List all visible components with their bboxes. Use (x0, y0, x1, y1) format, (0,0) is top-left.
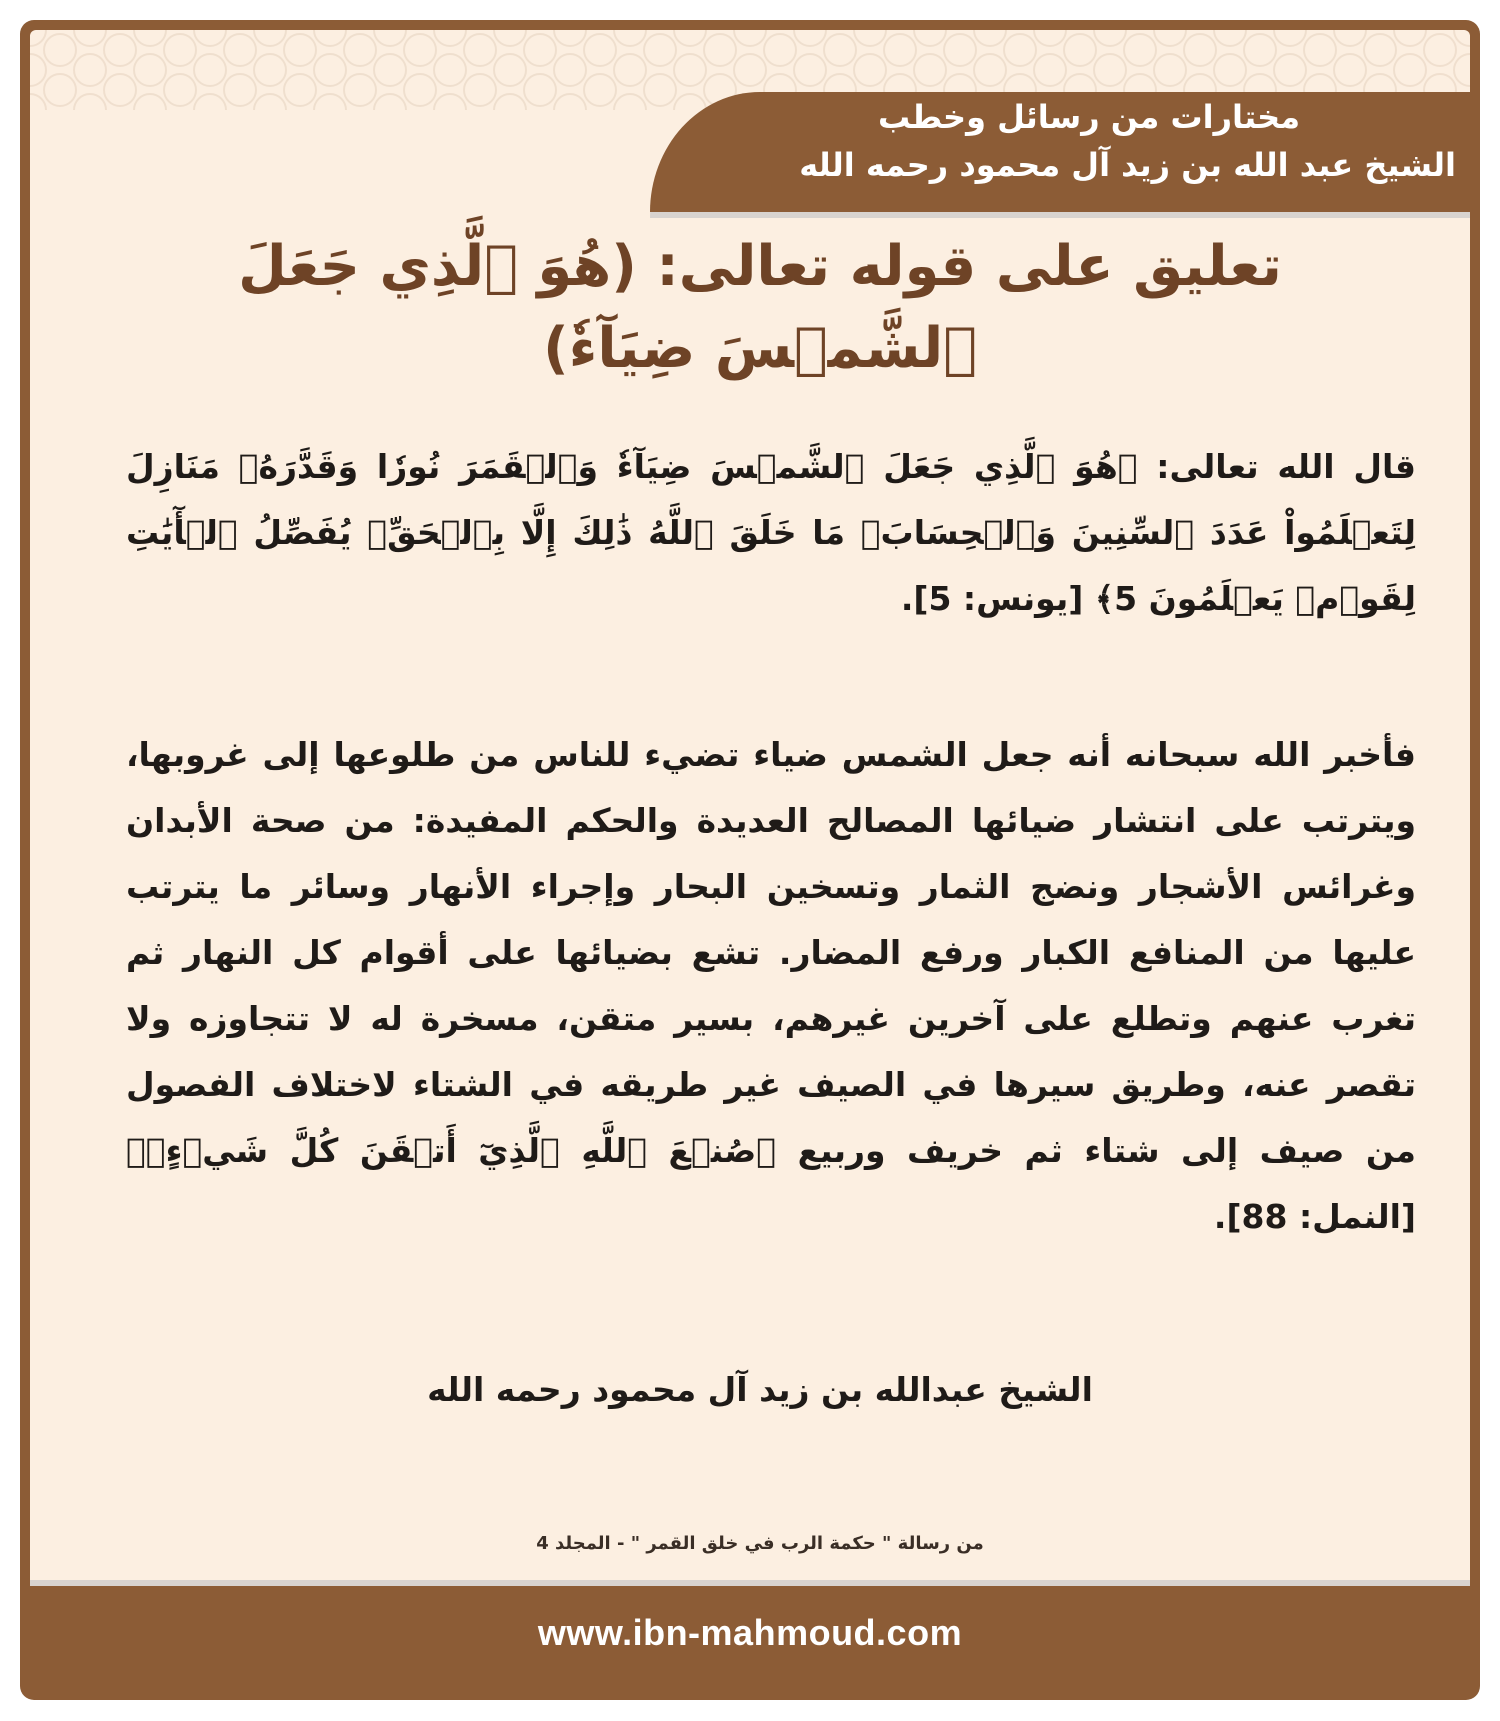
quote-intro: قال الله تعالى: (1137, 447, 1417, 486)
header-author-name: الشيخ عبد الله بن زيد آل محمود رحمه الله (799, 146, 1456, 184)
header-series-title: مختارات من رسائل وخطب (877, 98, 1300, 136)
page-title: تعليق على قوله تعالى: (هُوَ ٱلَّذِي جَعَلَ ٱلشَّمۡسَ ضِيَآءٗ) (238, 234, 1282, 381)
paragraph-quran-quote (126, 434, 1416, 632)
verse-reference: [يونس: 5]. (900, 579, 1095, 618)
quran-verse: ﴿هُوَ ٱلَّذِي جَعَلَ ٱلشَّمۡسَ ضِيَآءٗ وَٱلۡقَمَرَ نُورٗا وَقَدَّرَهُۥ مَنَازِلَ لِتَعۡلَمُواْ عَدَدَ ٱلسِّنِينَ وَٱلۡحِسَابَۚ مَا خَلَقَ ٱللَّهُ ذَٰلِكَ إِلَّا بِٱلۡحَقِّۚ يُفَصِّلُ ٱلۡأٓيَٰتِ لِقَوۡمٖ يَعۡلَمُونَ 5﴾ (126, 447, 1416, 618)
content-card (30, 30, 1470, 1580)
author-signature: الشيخ عبدالله بن زيد آل محمود رحمه الله (427, 1370, 1093, 1409)
website-url[interactable]: www.ibn-mahmoud.com (537, 1612, 963, 1653)
source-citation: من رسالة " حكمة الرب في خلق القمر " - المجلد 4 (536, 1533, 984, 1554)
verse-reference-2: [النمل: 88]. (1213, 1197, 1416, 1236)
header-band (650, 92, 1470, 212)
quran-verse-2: ﴿صُنۡعَ ٱللَّهِ ٱلَّذِيٓ أَتۡقَنَ كُلَّ شَيۡءٍۚ﴾ (126, 1131, 777, 1170)
paragraph-commentary (126, 722, 1416, 1250)
commentary-text: فأخبر الله سبحانه أنه جعل الشمس ضياء تضيء للناس من طلوعها إلى غروبها، ويترتب على انتشار ضيائها المصالح العديدة والحكم المفيدة: من صحة الأبدان وغرائس الأشجار ونضج الثمار وتسخين البحار وإجراء الأنهار وسائر ما يترتب عليها من المنافع الكبار ورفع المضار. تشع بضيائها على أقوام كل النهار ثم تغرب عنهم وتطلع على آخرين غيرهم، بسير متقن، مسخرة له لا تتجاوزه ولا تقصر عنه، وطريق سيرها في الصيف غير طريقه في الشتاء لاختلاف الفصول من صيف إلى شتاء ثم خريف وربيع (126, 735, 1416, 1170)
poster-frame (20, 20, 1480, 1700)
